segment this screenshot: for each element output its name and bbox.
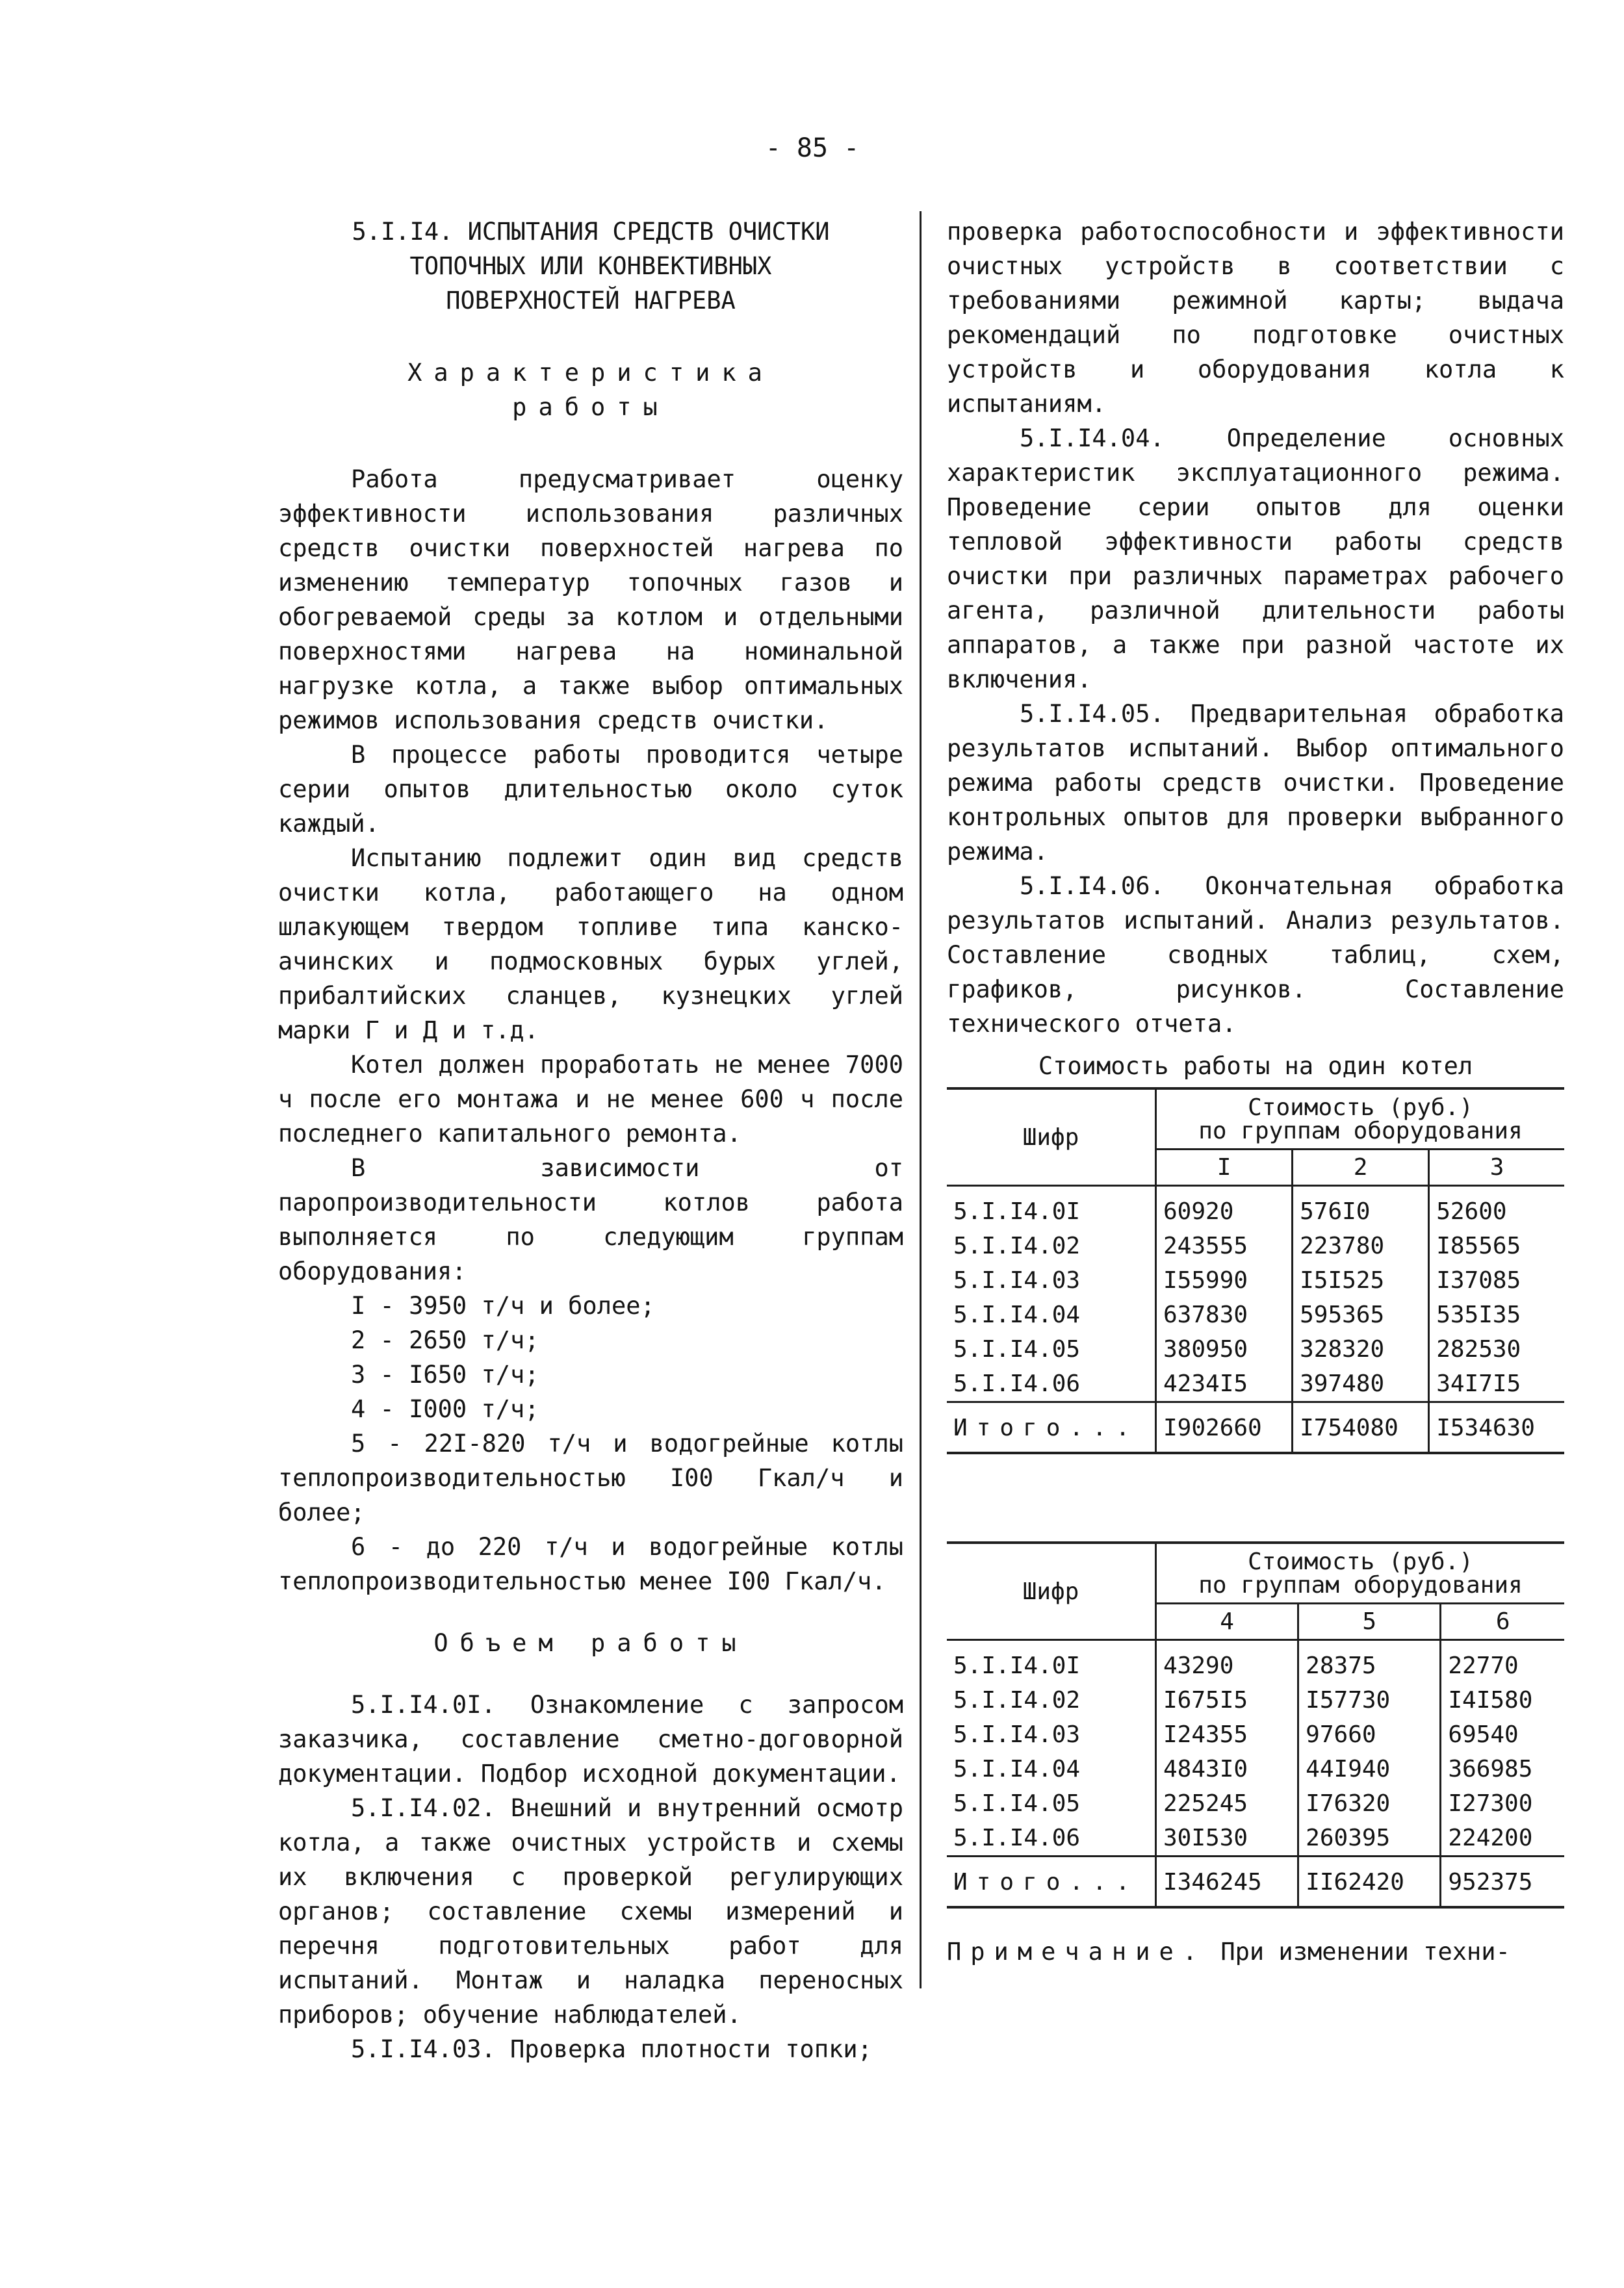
cost-value: 260395 <box>1306 1825 1391 1851</box>
group-item: 6 - до 220 т/ч и водогрейные котлы теплопроизводительностью менее I00 Гкал/ч. <box>278 1533 903 1595</box>
group-item: 3 - I650 т/ч; <box>351 1361 539 1389</box>
cost-value: 380950 <box>1163 1336 1248 1363</box>
cost-value: 30I530 <box>1163 1825 1248 1851</box>
code-value: 5.I.I4.04 <box>953 1302 1081 1328</box>
cost-value: 282530 <box>1436 1336 1521 1363</box>
cost-value: I55990 <box>1163 1267 1248 1294</box>
cost-value: I57730 <box>1306 1687 1391 1714</box>
cost-value: I85565 <box>1436 1233 1521 1259</box>
left-column <box>278 214 903 2066</box>
section-title <box>278 214 903 318</box>
code-value: 5.I.I4.02 <box>953 1233 1081 1259</box>
code-header: Шифр <box>1022 1124 1079 1151</box>
group-values <box>1429 1186 1564 1402</box>
cost-value: 595365 <box>1300 1302 1385 1328</box>
note-text: При изменении техни- <box>1206 1938 1510 1966</box>
cost-value: I27300 <box>1448 1790 1533 1817</box>
step-paragraph: 5.I.I4.03. Проверка плотности топки; <box>351 2035 872 2063</box>
cost-value: I24355 <box>1163 1721 1248 1748</box>
code-header: Шифр <box>1022 1578 1079 1605</box>
cost-value: 4234I5 <box>1163 1370 1248 1397</box>
code-value: 5.I.I4.05 <box>953 1790 1081 1817</box>
cost-value: 43290 <box>1163 1652 1234 1679</box>
cost-header-line: по группам оборудования <box>1198 1572 1523 1599</box>
cost-value: 28375 <box>1306 1652 1376 1679</box>
group-header: 3 <box>1429 1150 1564 1186</box>
code-value: 5.I.I4.04 <box>953 1756 1081 1782</box>
step-paragraph: 5.I.I4.0I. Ознакомление с запросом заказчика, составление сметно-договорной документации. Подбор исходной документации. <box>278 1691 903 1788</box>
characteristic-heading: Характеристика <box>407 359 774 387</box>
step-paragraph: 5.I.I4.02. Внешний и внутренний осмотр котла, а также очистных устройств и схемы их включения с проверкой регулирующих органов; составление схемы измерений и перечня подготовительных работ для испытаний. Монтаж и наладка переносных приборов; обучение наблюдателей. <box>278 1794 903 2029</box>
page-number: - 85 - <box>765 133 860 163</box>
group-header: 6 <box>1441 1604 1564 1640</box>
note <box>947 1935 1564 1969</box>
total-value: 952375 <box>1441 1857 1564 1908</box>
cost-value: 535I35 <box>1436 1302 1521 1328</box>
group-values <box>1441 1640 1564 1857</box>
cost-header-line: Стоимость (руб.) <box>1248 1094 1473 1121</box>
group-item: I - 3950 т/ч и более; <box>351 1292 655 1320</box>
code-value: 5.I.I4.06 <box>953 1825 1081 1851</box>
group-values <box>1298 1640 1441 1857</box>
paragraph: Котел должен проработать не менее 7000 ч после его монтажа и не менее 600 ч после последнего капитального ремонта. <box>278 1051 903 1148</box>
group-values <box>1293 1186 1429 1402</box>
cost-value: 60920 <box>1163 1198 1234 1225</box>
cost-header <box>1156 1543 1565 1604</box>
cost-value: 52600 <box>1436 1198 1507 1225</box>
cost-value: I675I5 <box>1163 1687 1248 1714</box>
step-paragraph: 5.I.I4.06. Окончательная обработка результатов испытаний. Анализ результатов. Составление сводных таблиц, схем, графиков, рисунков. Составление технического отчета. <box>947 872 1564 1038</box>
code-value: 5.I.I4.03 <box>953 1267 1081 1294</box>
code-value: 5.I.I4.05 <box>953 1336 1081 1363</box>
cost-table-groups-4-6 <box>947 1541 1564 1909</box>
cost-value: I4I580 <box>1448 1687 1533 1714</box>
cost-value: 243555 <box>1163 1233 1248 1259</box>
cost-value: 69540 <box>1448 1721 1519 1748</box>
cost-value: I37085 <box>1436 1267 1521 1294</box>
group-item: 2 - 2650 т/ч; <box>351 1326 539 1354</box>
total-value: I902660 <box>1156 1402 1293 1454</box>
code-value: 5.I.I4.0I <box>953 1652 1081 1679</box>
total-value: I346245 <box>1156 1857 1298 1908</box>
group-values <box>1156 1640 1298 1857</box>
total-label: Итого... <box>947 1402 1156 1454</box>
column-divider <box>920 211 922 1988</box>
code-value: 5.I.I4.03 <box>953 1721 1081 1748</box>
section-title-line: ТОПОЧНЫХ ИЛИ КОНВЕКТИВНЫХ <box>409 252 772 280</box>
cost-header-line: Стоимость (руб.) <box>1248 1549 1473 1575</box>
group-values <box>1156 1186 1293 1402</box>
right-column <box>947 214 1564 1969</box>
cost-value: 576I0 <box>1300 1198 1371 1225</box>
code-cell <box>947 1186 1156 1402</box>
paragraph: В зависимости от паропроизводительности котлов работа выполняется по следующим группам оборудования: <box>278 1154 903 1285</box>
code-cell <box>947 1640 1156 1857</box>
group-header: I <box>1156 1150 1293 1186</box>
volume-heading: Объем работы <box>433 1629 748 1657</box>
group-header: 5 <box>1298 1604 1441 1640</box>
note-label: Примечание. <box>947 1938 1207 1966</box>
section-title-line: ПОВЕРХНОСТЕЙ НАГРЕВА <box>446 287 736 315</box>
cost-value: I76320 <box>1306 1790 1391 1817</box>
cost-value: I5I525 <box>1300 1267 1385 1294</box>
cost-value: 225245 <box>1163 1790 1248 1817</box>
total-value: I534630 <box>1429 1402 1564 1454</box>
code-value: 5.I.I4.0I <box>953 1198 1081 1225</box>
continued-paragraph: проверка работоспособности и эффективности очистных устройств в соответствии с требованиями режимной карты; выдача рекомендаций по подготовке очистных устройств и оборудования котла к испытаниям. <box>947 218 1564 418</box>
code-value: 5.I.I4.02 <box>953 1687 1081 1714</box>
cost-value: 22770 <box>1448 1652 1519 1679</box>
cost-value: 397480 <box>1300 1370 1385 1397</box>
total-value: I754080 <box>1293 1402 1429 1454</box>
cost-table-groups-1-3 <box>947 1087 1564 1454</box>
cost-value: 366985 <box>1448 1756 1533 1782</box>
group-header: 2 <box>1293 1150 1429 1186</box>
code-value: 5.I.I4.06 <box>953 1370 1081 1397</box>
table-caption: Стоимость работы на один котел <box>1038 1052 1473 1080</box>
section-title-line: 5.I.I4. ИСПЫТАНИЯ СРЕДСТВ ОЧИСТКИ <box>352 218 830 246</box>
total-value: II62420 <box>1298 1857 1441 1908</box>
cost-value: 4843I0 <box>1163 1756 1248 1782</box>
total-label: Итого... <box>947 1857 1156 1908</box>
cost-value: 637830 <box>1163 1302 1248 1328</box>
characteristic-heading-2: работы <box>512 393 669 421</box>
step-paragraph: 5.I.I4.05. Предварительная обработка результатов испытаний. Выбор оптимального режима работы средств очистки. Проведение контрольных опытов для проверки выбранного режима. <box>947 700 1564 866</box>
cost-value: 44I940 <box>1306 1756 1391 1782</box>
cost-value: 328320 <box>1300 1336 1385 1363</box>
group-item: 4 - I000 т/ч; <box>351 1395 539 1423</box>
cost-value: 97660 <box>1306 1721 1376 1748</box>
cost-header <box>1156 1088 1565 1150</box>
cost-value: 223780 <box>1300 1233 1385 1259</box>
paragraph: Работа предусматривает оценку эффективности использования различных средств очистки поверхностей нагрева по изменению температур топочных газов и обогреваемой среды за котлом и отдельными поверхностями нагрева на номинальной нагрузке котла, а также выбор оптимальных режимов использования средств очистки. <box>278 465 903 734</box>
group-item: 5 - 22I-820 т/ч и водогрейные котлы теплопроизводительностью I00 Гкал/ч и более; <box>278 1430 903 1526</box>
step-paragraph: 5.I.I4.04. Определение основных характеристик эксплуатационного режима. Проведение серии опытов для оценки тепловой эффективности работы средств очистки при различных параметрах рабочего агента, различной длительности работы аппаратов, а также при разной частоте их включения. <box>947 424 1564 693</box>
paragraph: В процессе работы проводится четыре серии опытов длительностью около суток каждый. <box>278 741 903 838</box>
cost-value: 224200 <box>1448 1825 1533 1851</box>
cost-value: 34I7I5 <box>1436 1370 1521 1397</box>
cost-header-line: по группам оборудования <box>1198 1118 1523 1144</box>
group-header: 4 <box>1156 1604 1298 1640</box>
paragraph: Испытанию подлежит один вид средств очистки котла, работающего на одном шлакующем твердом топливе типа канско-ачинских и подмосковных бурых углей, прибалтийских сланцев, кузнецких углей марки Г и Д и т.д. <box>278 844 903 1044</box>
